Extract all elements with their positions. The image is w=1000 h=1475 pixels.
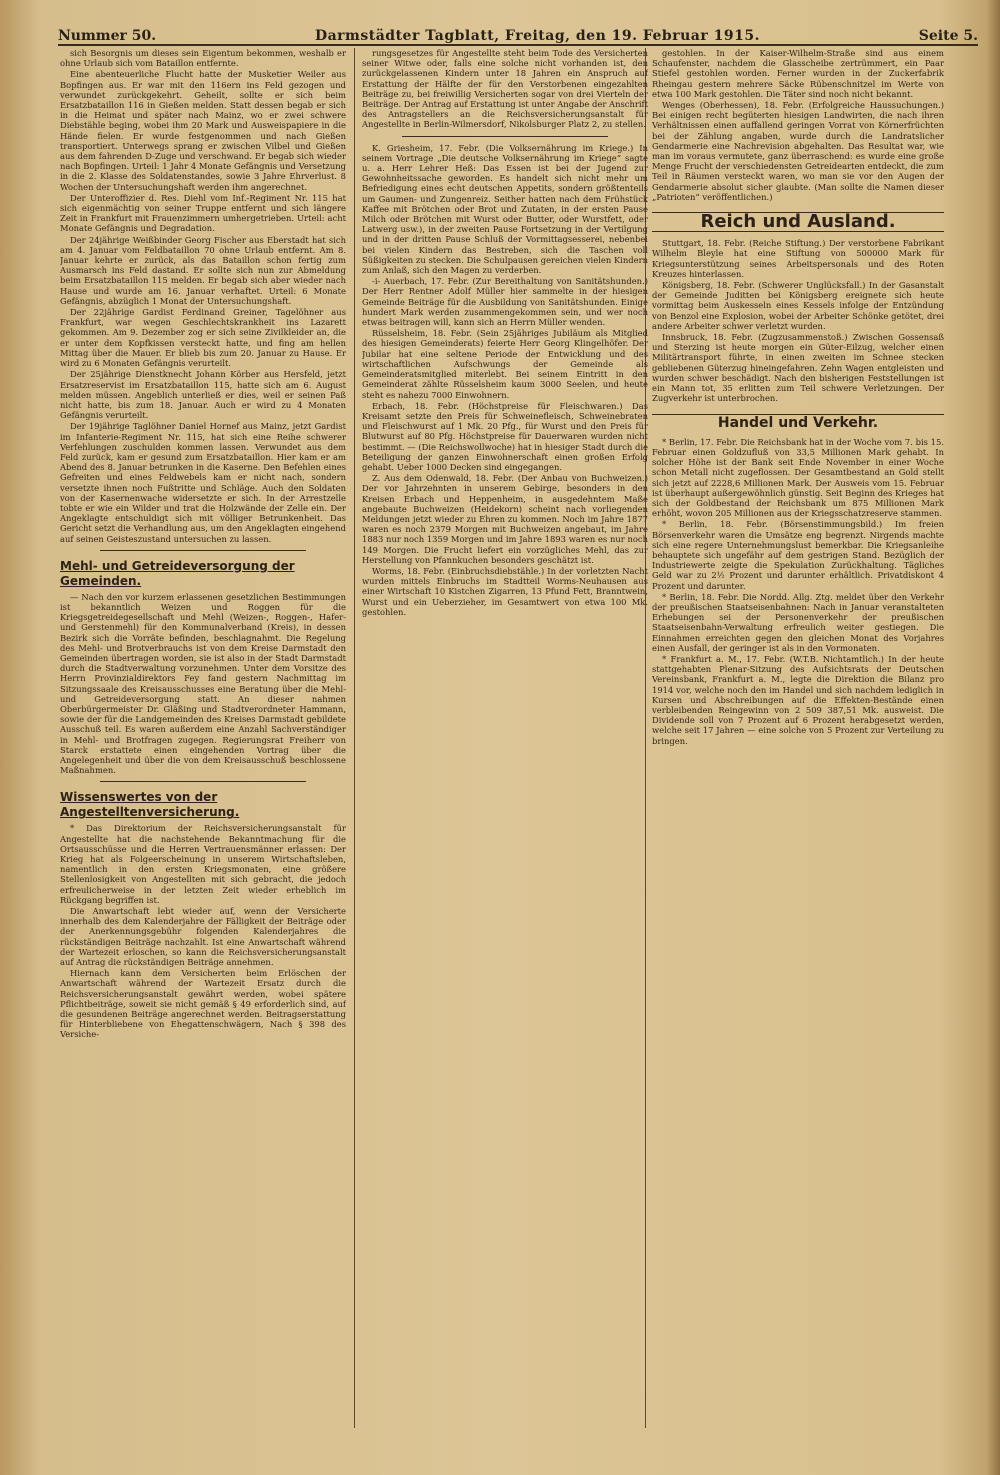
article-paragraph: * Berlin, 18. Febr. Die Nordd. Allg. Ztg. meldet über den Verkehr der preußischen Staatseisenbahnen: Nach in Januar veranstalteten Erhebungen sei der Personenverkehr der preußischen Staatseisenbahn-Verwaltung erfreulich weiter gestiegen. Die Einnahmen erreichten gegen den gleichen Monat des Vorjahres einen Ausfall, der geringer ist als in den Vormonaten. (652, 591, 944, 653)
article-paragraph: -i- Auerbach, 17. Febr. (Zur Bereithaltung von Sanitätshunden.) Der Herr Rentner Adolf Müller hier sammelte in der hiesigen Gemeinde Beiträge für die Ausbildung von Sanitätshunden. Einige hundert Mark werden zusammengekommen sein, und wer noch etwas beitragen will, kann sich an Herrn Müller wenden. (362, 276, 648, 328)
article-paragraph: Wenges (Oberhessen), 18. Febr. (Erfolgreiche Haussuchungen.) Bei einigen recht begüterten hiesigen Landwirten, die nach ihren Verhältnissen einen auffallend geringen Vorrat von Körnerfrüchten bei der Zählung angaben, wurde durch die Landratslicher Gendarmerie eine Nachrevision abgehalten. Das Resultat war, wie man im voraus vermutete, ganz überraschend: es wurde eine große Menge Frucht der verschiedensten Getreidearten entdeckt, die zum Teil in Räumen versteckt waren, wo man sie vor den Augen der Gendarmerie absolut sicher glaubte. (Man sollte die Namen dieser „Patrioten“ veröffentlichen.) (652, 100, 944, 202)
article-paragraph: rungsgesetzes für Angestellte steht beim Tode des Versicherten seiner Witwe oder, falls eine solche nicht vorhanden ist, den zurückgelassenen Kindern unter 18 Jahren ein Anspruch auf Erstattung der Hälfte der für den Verstorbenen eingezahlten Beiträge zu, bei freiwillig Versicherten sogar von drei Vierteln der Beiträge. Der Antrag auf Erstattung ist unter Angabe der Anschrift des Antragstellers an die Reichsversicherungsanstalt für Angestellte in Berlin-Wilmersdorf, Nikolsburger Platz 2, zu stellen. (362, 48, 648, 130)
section-heading: Handel und Verkehr. (652, 414, 944, 431)
section-divider (402, 136, 608, 137)
article-paragraph: Z. Aus dem Odenwald, 18. Febr. (Der Anbau von Buchweizen.) Der vor Jahrzehnten in unserem Gebirge, besonders in den Kreisen Erbach und Heppenheim, in ausgedehntem Maße angebaute Buchweizen (Heidekorn) scheint nach vorliegenden Meldungen jetzt wieder zu Ehren zu kommen. Noch im Jahre 1877 waren es noch 2379 Morgen mit Buchweizen angebaut, im Jahre 1883 nur noch 1359 Morgen und im Jahre 1893 waren es nur noch 149 Morgen. Die Frucht liefert ein vorzügliches Mehl, das zur Herstellung von Pfannkuchen besonders geschätzt ist. (362, 473, 648, 565)
article-paragraph: Erbach, 18. Febr. (Höchstpreise für Fleischwaren.) Das Kreisamt setzte den Preis für Schweinefleisch, Schweinebraten und Fleischwurst auf 1 Mk. 20 Pfg., für Wurst und den Preis für Blutwurst auf 80 Pfg. Höchstpreise für Dauerwaren wurden nicht bestimmt. — (Die Reichswollwoche) hat in hiesiger Stadt durch die Beteiligung der ganzen Einwohnerschaft einen großen Erfolg gehabt. Ueber 1000 Decken sind eingegangen. (362, 400, 648, 472)
article-paragraph: — Nach den vor kurzem erlassenen gesetzlichen Bestimmungen ist bekanntlich Weizen und Roggen für die Kriegsgetreidegesellschaft und Mehl (Weizen-, Roggen-, Hafer- und Gerstenmehl) für den Kommunalverband (Kreis), in dessen Bezirk sich die Vorräte befinden, beschlagnahmt. Die Regelung des Mehl- und Brotverbrauchs ist von dem Kreise Darmstadt den Gemeinden übertragen worden, sie ist also in der Stadt Darmstadt durch die Stadtverwaltung vorzunehmen. Unter dem Vorsitze des Herrn Provinzialdirektors Fey fand gestern Nachmittag im Sitzungssaale des Kreisausschusses eine Beratung über die Mehl- und Getreideversorgung statt. An dieser nahmen Oberbürgermeister Dr. Gläßing und Stadtverordneter Hammann, sowie der für die Landgemeinden des Kreises Darmstadt gebildete Ausschuß teil. Es waren außerdem eine Anzahl Sachverständiger in Mehl- und Brotfragen zugegen. Regierungsrat Freiherr von Starck erstattete einen eingehenden Vortrag über die Angelegenheit und über die von dem Kreisausschuß beschlossene Maßnahmen. (60, 591, 346, 776)
column-1 (60, 48, 346, 1443)
article-paragraph: K. Griesheim, 17. Febr. (Die Volksernährung im Kriege.) In seinem Vortrage „Die deutsche Volksernährung im Kriege“ sagte u. a. Herr Lehrer Heß: Das Essen ist bei der Jugend zur Gewohnheitssache geworden. Es handelt sich nicht mehr um Befriedigung eines echt deutschen Appetits, sondern größtenteils um Gaumen- und Zungenreiz. Seither hatten nach dem Frühstück Kaffee mit Brötchen oder Brot und Zutaten, in der ersten Pause Milch oder Brötchen mit Wurst oder Butter, oder Wurstfett, oder Latwerg usw.), in der zweiten Pause Fortsetzung in der Vertilgung und in der dritten Pause Schluß der Vormittagsesserei, nebenbei bei vielen Kindern das Bestreben, sich die Taschen voll Süßigkeiten zu stecken. Die Schulpausen gereichen vielen Kindern zum Anlaß, sich den Magen zu verderben. (362, 142, 648, 276)
article-paragraph: Der 25jährige Dienstknecht Johann Körber aus Hersfeld, jetzt Ersatzreservist im Ersatzbataillon 115, hatte sich am 6. August melden müssen. Angeblich unterließ er dies, weil er seinen Paß nicht hatte, bis zum 18. Januar. Auch er wird zu 4 Monaten Gefängnis verurteilt. (60, 369, 346, 421)
article-paragraph: gestohlen. In der Kaiser-Wilhelm-Straße sind aus einem Schaufenster, nachdem die Glasscheibe zertrümmert, ein Paar Stiefel gestohlen worden. Ferner wurden in der Zuckerfabrik Rheingau gestern mehrere Säcke Rübenschnitzel im Werte von etwa 100 Mark gestohlen. Die Täter sind noch nicht bekannt. (652, 48, 944, 99)
column-2 (362, 48, 648, 1393)
article-paragraph: Eine abenteuerliche Flucht hatte der Musketier Weiler aus Bopfingen aus. Er war mit den 116ern ins Feld gezogen und verwundet zurückgekehrt. Geheilt, sollte er sich beim Ersatzbataillon 116 in Gießen melden. Statt dessen begab er sich in die Heimat und später nach Mainz, wo er zwei schwere Diebstähle beging, wobei ihm 20 Mark und Ausweispapiere in die Hände fielen. Er wurde festgenommen und nach Gießen transportiert. Unterwegs sprang er zwischen Vilbel und Gießen aus dem fahrenden D-Zuge und verschwand. Er begab sich wieder nach Bopfingen. Urteil: 1 Jahr 4 Monate Gefängnis und Versetzung in die 2. Klasse des Soldatenstandes, sowie 3 Jahre Ehrverlust. 8 Wochen der Untersuchungshaft werden ihm angerechnet. (60, 69, 346, 192)
article-paragraph: Die Anwartschaft lebt wieder auf, wenn der Versicherte innerhalb des dem Kalenderjahre der Fälligkeit der Beiträge oder der Anerkennungsgebühr folgenden Kalenderjahres die rückständigen Beiträge nachzahlt. Ist eine Anwartschaft während der Wartezeit erloschen, so kann die Reichsversicherungsanstalt auf Antrag die rückständigen Beiträge annehmen. (60, 906, 346, 968)
column-3 (652, 48, 944, 1443)
section-heading: Wissenswertes von der Angestelltenversicherung. (60, 790, 240, 820)
article-paragraph: Stuttgart, 18. Febr. (Reiche Stiftung.) Der verstorbene Fabrikant Wilhelm Bleyle hat eine Stiftung von 500000 Mark für Kriegsunterstützung seines Arbeitspersonals und des Roten Kreuzes hinterlassen. (652, 238, 944, 279)
section-divider (100, 781, 306, 782)
article-paragraph: Innsbruck, 18. Febr. (Zugzusammenstoß.) Zwischen Gossensaß und Sterzing ist heute morgen ein Güter-Eilzug, welcher einen Militärtransport führte, in einen zweiten im Schnee stecken gebliebenen Güterzug hineingefahren. Zehn Wagen entgleisten und wurden schwer beschädigt. Nach den bisherigen Feststellungen ist ein Mann tot, 35 erlitten zum Teil schwere Verletzungen. Der Zugverkehr ist unterbrochen. (652, 332, 944, 404)
article-paragraph: * Berlin, 17. Febr. Die Reichsbank hat in der Woche vom 7. bis 15. Februar einen Goldzufluß von 33,5 Millionen Mark gehabt. In solcher Höhe ist der Bank seit Ende November in einer Woche schon Metall nicht zugeflossen. Der Gesamtbestand an Gold stellt sich jetzt auf 2228,6 Millionen Mark. Der Ausweis vom 15. Februar ist überhaupt außergewöhnlich günstig. Seit Beginn des Krieges hat sich der Goldbestand der Reichsbank um 875 Millionen Mark erhöht, wovon 205 Millionen aus der Kriegsschatzreserve stammen. (652, 436, 944, 519)
article-paragraph: * Das Direktorium der Reichsversicherungsanstalt für Angestellte hat die nachstehende Bekanntmachung für die Ortsausschüsse und die Herren Vertrauensmänner erlassen: Der Krieg hat als Folgeerscheinung in unserem Wirtschaftsleben, namentlich in den ersten Kriegsmonaten, eine größere Stellenlosigkeit von Angestellten mit sich gebracht, die jedoch erfreulicherweise in der letzten Zeit wieder erheblich im Rückgang begriffen ist. (60, 823, 346, 905)
column-rule (354, 48, 355, 1428)
page-number: Seite 5. (918, 28, 978, 44)
article-paragraph: Hiernach kann dem Versicherten beim Erlöschen der Anwartschaft während der Wartezeit Ersatz durch die Reichsversicherungsanstalt gewährt werden, wobei spätere Pflichtbeiträge, soweit sie nicht gemäß § 49 erforderlich sind, auf die gesundenen Beiträge angerechnet werden. Beitragserstattung für Hinterbliebene von Ehegattenschwägern, Nach § 398 des Versiche- (60, 968, 346, 1040)
article-paragraph: Der 24jährige Weißbinder Georg Fischer aus Eberstadt hat sich am 4. Januar vom Feldbataillon 70 ohne Urlaub entfernt. Am 8. Januar kehrte er zurück, als das Bataillon schon fertig zum Ausmarsch ins Feld dastand. Er sollte sich nun zur Abmeldung beim Ersatzbataillon 115 melden. Er begab sich aber wieder nach Hause und wurde am 16. Januar verhaftet. Urteil: 6 Monate Gefängnis, abzüglich 1 Monat der Untersuchungshaft. (60, 234, 346, 306)
article-paragraph: Königsberg, 18. Febr. (Schwerer Unglücksfall.) In der Gasanstalt der Gemeinde Juditten bei Königsberg ereignete sich heute vormittag beim Auskesseln eines Kessels infolge der Entzündung von Benzol eine Explosion, wobei der Arbeiter Schönke getötet, drei andere Arbeiter schwer verletzt wurden. (652, 280, 944, 331)
section-divider (100, 550, 306, 551)
article-paragraph: * Berlin, 18. Febr. (Börsenstimmungsbild.) Im freien Börsenverkehr waren die Umsätze eng begrenzt. Nirgends machte sich eine regere Unternehmungslust bemerkbar. Die Kriegsanleihe behauptete sich ungefähr auf dem gestrigen Stand. Bezüglich der Industriewerte zeigte die Spekulation Zurückhaltung. Tägliches Geld war zu 2½ Prozent und darunter erhältlich. Privatdiskont 4 Prozent und darunter. (652, 519, 944, 591)
issue-number: Nummer 50. (58, 28, 157, 44)
article-paragraph: Der 22jährige Gardist Ferdinand Greiner, Tagelöhner aus Frankfurt, war wegen Geschlechtskrankheit ins Lazarett gekommen. Am 9. Dezember zog er sich seine Zivilkleider an, die er unter dem Kopfkissen versteckt hatte, und fing am hellen Mittag über die Mauer. Er blieb bis zum 20. Januar zu Hause. Er wird zu 6 Monaten Gefängnis verurteilt. (60, 307, 346, 369)
article-paragraph: sich Besorgnis um dieses sein Eigentum bekommen, weshalb er ohne Urlaub sich vom Bataillon entfernte. (60, 48, 346, 69)
page-edge (986, 0, 1000, 1475)
article-paragraph: * Frankfurt a. M., 17. Febr. (W.T.B. Nichtamtlich.) In der heute stattgehabten Plenar-Sitzung des Aufsichtsrats der Deutschen Vereinsbank, Frankfurt a. M., legte die Direktion die Bilanz pro 1914 vor, welche noch den im Handel und sich nachdem lediglich in Kursen und Abschreibungen auf die Effekten-Bestände einen verbleibenden Reingewinn von 2 509 387,51 Mk. ausweist. Die Dividende soll von 7 Prozent auf 6 Prozent herabgesetzt werden, welche seit 17 Jahren — eine solche von 5 Prozent zur Verteilung zu bringen. (652, 653, 944, 746)
article-paragraph: Der 19jährige Taglöhner Daniel Hornef aus Mainz, jetzt Gardist im Infanterie-Regiment Nr. 115, hat sich eine Reihe schwerer Verfehlungen zuschulden kommen lassen. Verwundet aus dem Feld zurück, kam er gesund zum Ersatzbataillon. Hier kam er am Abend des 8. Januar betrunken in die Kaserne. Den Befehlen eines Gefreiten und eines Feldwebels kam er nicht nach, sondern versetzte ihnen noch Fußtritte und Schläge. Auch den Soldaten von der Kasernenwache widersetzte er sich. In der Arrestzelle tobte er wie ein Wilder und trat die Holzwände der Zelle ein. Der Angeklagte entschuldigt sich mit völliger Betrunkenheit. Das Gericht setzt die Verhandlung aus, um den Angeklagten eingehend auf seinen Geisteszustand untersuchen zu lassen. (60, 421, 346, 544)
page-header (58, 20, 978, 46)
section-heading: Reich und Ausland. (652, 212, 944, 232)
masthead-line: Darmstädter Tagblatt, Freitag, den 19. Februar 1915. (314, 28, 760, 44)
article-paragraph: Der Unteroffizier d. Res. Diehl vom Inf.-Regiment Nr. 115 hat sich eigenmächtig von seiner Truppe entfernt und sich längere Zeit in Frankfurt mit Frauenzimmern umhergetrieben. Urteil: acht Monate Gefängnis und Degradation. (60, 192, 346, 234)
article-paragraph: Worms, 18. Febr. (Einbruchsdiebstähle.) In der vorletzten Nacht wurden mittels Einbruchs im Stadtteil Worms-Neuhausen aus einer Wirtschaft 10 Kistchen Zigarren, 13 Pfund Fett, Branntwein, Wurst und ein Ueberzieher, im Gesamtwert von etwa 100 Mk. gestohlen. (362, 565, 648, 617)
article-paragraph: Rüsselsheim, 18. Febr. (Sein 25jähriges Jubiläum als Mitglied des hiesigen Gemeinderats) feierte Herr Georg Klingelhöfer. Der Jubilar hat eine seltene Periode der Entwicklung und des wirtschaftlichen Aufschwungs der Gemeinde als Gemeinderatsmitglied miterlebt. Bei seinem Eintritt in den Gemeinderat zählte Rüsselsheim kaum 3000 Seelen, und heute steht es nahezu 7000 Einwohnern. (362, 328, 648, 400)
section-heading: Mehl- und Getreideversorgung der Gemeinden. (60, 558, 295, 588)
